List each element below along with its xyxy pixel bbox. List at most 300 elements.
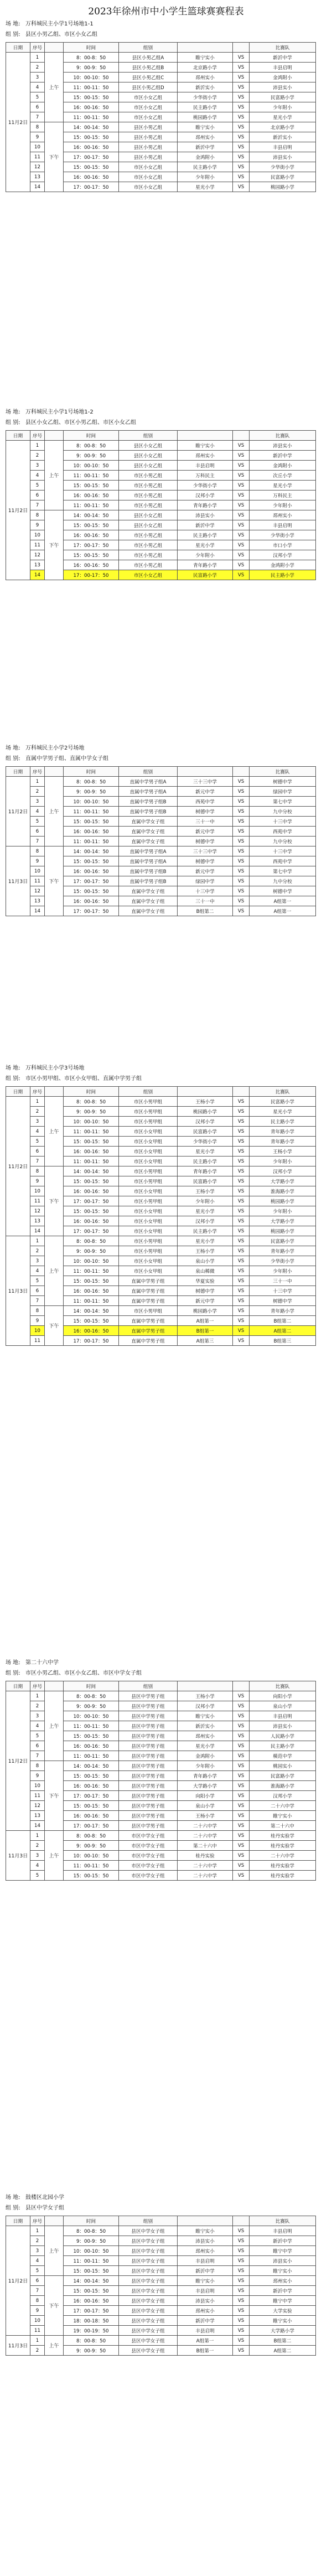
vs-cell: VS (233, 1127, 250, 1137)
match-group: 县区中学女子组 (119, 2266, 178, 2276)
vs-cell: VS (233, 182, 250, 192)
team-a: 新元中学 (178, 787, 233, 797)
team-a: 桃园路小学 (178, 1306, 233, 1316)
match-time: 14：00-14：50 (64, 1166, 119, 1176)
team-a: B组第一 (178, 2346, 233, 2356)
match-number: 2 (30, 2346, 45, 2356)
vs-cell: VS (233, 550, 250, 560)
vs-cell: VS (233, 1771, 250, 1781)
match-time: 17：00-17：50 (64, 1226, 119, 1236)
vs-cell: VS (233, 451, 250, 461)
team-a: 二十六中学 (178, 1831, 233, 1841)
team-a: 汉邦小学 (178, 491, 233, 500)
vs-cell: VS (233, 461, 250, 471)
team-b: 新沂中学 (250, 53, 316, 63)
match-time: 14：00-14：50 (64, 1306, 119, 1316)
match-number: 2 (30, 1841, 45, 1851)
match-number: 11 (30, 876, 45, 886)
match-group: 市区小男甲组 (119, 1176, 178, 1186)
team-b: 桃园实小 (250, 1761, 316, 1771)
vs-cell: VS (233, 112, 250, 122)
match-number: 8 (30, 2296, 45, 2306)
match-number: 11 (30, 1791, 45, 1801)
vs-cell: VS (233, 2226, 250, 2236)
match-group: 市区中学女子组 (119, 1841, 178, 1851)
header-team-b: 比赛队 (250, 431, 316, 441)
match-number: 5 (30, 1276, 45, 1286)
vs-cell: VS (233, 1821, 250, 1831)
vs-cell: VS (233, 132, 250, 142)
match-time: 15：00-15：50 (64, 550, 119, 560)
match-time: 15：00-15：50 (64, 1801, 119, 1811)
match-number: 7 (30, 2286, 45, 2296)
match-group: 县区中学男子组 (119, 1811, 178, 1821)
vs-cell: VS (233, 1107, 250, 1117)
match-number: 4 (30, 2256, 45, 2266)
match-number: 2 (30, 787, 45, 797)
date-cell: 11月2日 (6, 441, 30, 580)
team-b: A组第二 (250, 1326, 316, 1336)
schedule-table (6, 1681, 316, 1881)
vs-cell: VS (233, 1117, 250, 1127)
table-row (6, 846, 316, 856)
team-b: 金鸿附小学 (250, 560, 316, 570)
team-b: 睢宁实小 (250, 2266, 316, 2276)
vs-cell: VS (233, 1701, 250, 1711)
date-cell: 11月2日 (6, 1691, 30, 1831)
team-b: 大学路小学 (250, 2326, 316, 2336)
team-a: 沛县实小 (178, 510, 233, 520)
date-cell: 11月3日 (6, 1831, 30, 1881)
match-number: 3 (30, 2246, 45, 2256)
match-group: 县区小男乙组 (119, 152, 178, 162)
team-b: 少年附小 (250, 1266, 316, 1276)
match-group: 县区小男乙组 (119, 142, 178, 152)
match-number: 8 (30, 122, 45, 132)
match-time: 10：00-10：50 (64, 461, 119, 471)
match-time: 15：00-15：50 (64, 132, 119, 142)
match-time: 17：00-17：50 (64, 876, 119, 886)
match-group: 县区中学女子组 (119, 2336, 178, 2346)
vs-cell: VS (233, 2286, 250, 2296)
team-a: 民主路小学 (178, 530, 233, 540)
vs-cell: VS (233, 1097, 250, 1107)
venue-name: 万科城民主小学1号场地1-1 (25, 21, 94, 27)
match-number: 10 (30, 530, 45, 540)
match-group: 直属中学男子组 (119, 1286, 178, 1296)
vs-cell: VS (233, 1781, 250, 1791)
period-cell: 下午 (45, 122, 64, 192)
date-cell: 11月2日 (6, 777, 30, 846)
match-number: 6 (30, 1147, 45, 1157)
vs-cell: VS (233, 560, 250, 570)
match-time: 11：00-11：50 (64, 500, 119, 510)
team-b: 民主路小学 (250, 1741, 316, 1751)
header-date: 日期 (6, 767, 30, 777)
group-label: 组 别: (6, 32, 20, 38)
match-number: 1 (30, 777, 45, 787)
match-group: 市区小女甲组 (119, 1206, 178, 1216)
match-time: 16：00-16：50 (64, 1286, 119, 1296)
team-b: 大学路小学 (250, 1176, 316, 1186)
match-group: 市区小女乙组 (119, 172, 178, 182)
match-group: 市区小男乙组 (119, 500, 178, 510)
team-b: 少华街小学 (250, 1256, 316, 1266)
team-a: 万科民主 (178, 471, 233, 481)
match-group: 市区小男甲组 (119, 1236, 178, 1246)
team-a: 民主路小学 (178, 162, 233, 172)
group-names: 县区小男乙组、市区小女乙组 (25, 32, 97, 38)
table-row (6, 1761, 316, 1771)
header-group: 组别 (119, 43, 178, 53)
match-time: 10：00-10：50 (64, 1256, 119, 1266)
header-vs (233, 431, 250, 441)
date-cell: 11月2日 (6, 2226, 30, 2336)
date-cell: 11月3日 (6, 2336, 30, 2356)
team-b: 三十一中 (250, 1276, 316, 1286)
match-group: 市区中学女子组 (119, 1831, 178, 1841)
match-group: 市区小女乙组 (119, 102, 178, 112)
match-group: 县区中学男子组 (119, 1821, 178, 1831)
match-time: 15：00-15：50 (64, 1176, 119, 1186)
match-number: 9 (30, 856, 45, 866)
team-b: 二十六中学 (250, 1851, 316, 1861)
match-time: 15：00-15：50 (64, 1771, 119, 1781)
header-number: 序号 (30, 431, 45, 441)
team-b: 桂丹实验学 (250, 1861, 316, 1871)
vs-cell: VS (233, 2246, 250, 2256)
match-group: 县区中学女子组 (119, 2316, 178, 2326)
header-period (45, 431, 64, 441)
team-b: 西苑中学 (250, 856, 316, 866)
match-group: 市区小男甲组 (119, 1107, 178, 1117)
match-group: 市区中学女子组 (119, 1871, 178, 1881)
team-a: 向阳小学 (178, 1791, 233, 1801)
vs-cell: VS (233, 2326, 250, 2336)
match-number: 5 (30, 817, 45, 827)
team-a: 少华街小学 (178, 481, 233, 491)
team-b: 二十六中学 (250, 1801, 316, 1811)
match-group: 县区小男乙组D (119, 82, 178, 92)
header-team-a (178, 1681, 233, 1691)
group-line (6, 753, 326, 764)
match-group: 市区中学女子组 (119, 1861, 178, 1871)
header-team-a (178, 767, 233, 777)
period-cell: 下午 (45, 846, 64, 916)
table-header-row (6, 1087, 316, 1097)
team-b: 桃园路小学 (250, 1226, 316, 1236)
group-line (6, 1668, 326, 1679)
match-number: 7 (30, 837, 45, 846)
vs-cell: VS (233, 1206, 250, 1216)
match-group: 市区小女甲组 (119, 1157, 178, 1166)
vs-cell: VS (233, 1801, 250, 1811)
team-a: 邳州实小 (178, 2246, 233, 2256)
period-cell: 上午 (45, 441, 64, 510)
header-vs (233, 1087, 250, 1097)
match-time: 17：00-17：50 (64, 1336, 119, 1346)
vs-cell: VS (233, 1256, 250, 1266)
team-b: 睢宁实小 (250, 1811, 316, 1821)
team-a: 星光小学 (178, 1206, 233, 1216)
match-number: 7 (30, 500, 45, 510)
match-group: 县区小女乙组 (119, 461, 178, 471)
match-group: 县区小男乙组B (119, 63, 178, 73)
team-a: 少年附小 (178, 550, 233, 560)
header-date: 日期 (6, 1087, 30, 1097)
match-time: 11：00-11：50 (64, 1266, 119, 1276)
team-a: 二十六中学 (178, 1861, 233, 1871)
match-group: 直属中学男子组A (119, 787, 178, 797)
team-a: 邳州实小 (178, 132, 233, 142)
team-b: 第七中学 (250, 797, 316, 807)
venue-label: 场 地: (6, 409, 20, 415)
venue-section (6, 407, 326, 580)
header-time: 时间 (64, 43, 119, 53)
header-team-a (178, 1087, 233, 1097)
vs-cell: VS (233, 1841, 250, 1851)
match-group: 直属中学男子组B (119, 807, 178, 817)
vs-cell: VS (233, 817, 250, 827)
team-a: B组第一 (178, 1326, 233, 1336)
team-b: 桃园路小学 (250, 1196, 316, 1206)
team-b: 新沂实小 (250, 132, 316, 142)
match-group: 直属中学男子组 (119, 1316, 178, 1326)
match-group: 县区中学男子组 (119, 1731, 178, 1741)
match-number: 5 (30, 1871, 45, 1881)
match-number: 12 (30, 886, 45, 896)
match-group: 县区中学男子组 (119, 1791, 178, 1801)
match-group: 直属中学男子组 (119, 1276, 178, 1286)
match-time: 15：00-15：50 (64, 2266, 119, 2276)
team-b: A组第二 (250, 2346, 316, 2356)
match-number: 10 (30, 1781, 45, 1791)
match-time: 16：00-16：50 (64, 896, 119, 906)
period-cell: 下午 (45, 1306, 64, 1346)
match-number: 5 (30, 1137, 45, 1147)
vs-cell: VS (233, 73, 250, 82)
match-group: 直属中学男子组A (119, 846, 178, 856)
vs-cell: VS (233, 787, 250, 797)
team-b: 沛县实小 (250, 2256, 316, 2266)
vs-cell: VS (233, 1811, 250, 1821)
match-group: 市区小女甲组 (119, 1216, 178, 1226)
match-time: 16：00-16：50 (64, 102, 119, 112)
team-a: 华夏实验 (178, 1276, 233, 1286)
match-number: 10 (30, 866, 45, 876)
team-b: 民富路小学 (250, 172, 316, 182)
vs-cell: VS (233, 471, 250, 481)
match-group: 市区小女甲组 (119, 1127, 178, 1137)
header-vs (233, 1681, 250, 1691)
venue-line (6, 743, 326, 753)
team-a: 星光小学 (178, 1741, 233, 1751)
match-time: 11：00-11：50 (64, 1157, 119, 1166)
team-a: 丰县启明 (178, 2256, 233, 2266)
venue-section (6, 2192, 326, 2356)
vs-cell: VS (233, 491, 250, 500)
page-title: 2023年徐州市中小学生篮球赛赛程表 (88, 6, 244, 17)
venue-line (6, 19, 326, 29)
team-a: 王杨小学 (178, 1246, 233, 1256)
team-a: 桃园路小学 (178, 112, 233, 122)
team-a: 邳州实小 (178, 73, 233, 82)
team-b: 睢宁中学 (250, 2246, 316, 2256)
vs-cell: VS (233, 142, 250, 152)
team-a: 桂丹实验 (178, 1851, 233, 1861)
header-time: 时间 (64, 1087, 119, 1097)
match-group: 市区小男甲组 (119, 1097, 178, 1107)
team-b: 青年路小学 (250, 1137, 316, 1147)
match-number: 5 (30, 1731, 45, 1741)
match-number: 9 (30, 2306, 45, 2316)
group-names: 县区小女乙组、市区小男乙组、市区小女乙组 (25, 420, 136, 426)
team-b: 睢宁实小 (250, 2316, 316, 2326)
vs-cell: VS (233, 1137, 250, 1147)
match-time: 17：00-17：50 (64, 2306, 119, 2316)
vs-cell: VS (233, 837, 250, 846)
match-group: 县区中学女子组 (119, 2246, 178, 2256)
team-b: 汉邦小学 (250, 1166, 316, 1176)
match-time: 16：00-16：50 (64, 530, 119, 540)
team-b: 大学实验 (250, 2306, 316, 2316)
table-row (6, 1691, 316, 1701)
match-group: 直属中学女子组 (119, 827, 178, 837)
match-time: 16：00-16：50 (64, 1216, 119, 1226)
header-time: 时间 (64, 2216, 119, 2226)
team-b: 第二十六中 (250, 1821, 316, 1831)
header-team-b: 比赛队 (250, 767, 316, 777)
header-period (45, 767, 64, 777)
team-b: 丰县启明 (250, 1711, 316, 1721)
match-number: 7 (30, 112, 45, 122)
team-a: 王杨小学 (178, 1691, 233, 1701)
header-team-a (178, 2216, 233, 2226)
team-b: 绿园中学 (250, 787, 316, 797)
match-number: 2 (30, 63, 45, 73)
table-row (6, 1097, 316, 1107)
group-names: 市区小男乙组、市区小女乙组、市区中学女子组 (25, 1670, 142, 1676)
team-a: 丰县启明 (178, 2326, 233, 2336)
match-group: 县区中学女子组 (119, 2346, 178, 2356)
venue-label: 场 地: (6, 21, 20, 27)
match-group: 县区中学女子组 (119, 2326, 178, 2336)
vs-cell: VS (233, 2266, 250, 2276)
team-a: 丰县启明 (178, 2286, 233, 2296)
match-number: 4 (30, 82, 45, 92)
period-cell: 下午 (45, 2276, 64, 2336)
group-label: 组 别: (6, 756, 20, 762)
group-names: 县区中学女子组 (25, 2205, 64, 2211)
match-number: 13 (30, 1216, 45, 1226)
match-number: 4 (30, 807, 45, 817)
team-a: 少华街小学 (178, 92, 233, 102)
match-time: 8：00-8：50 (64, 2226, 119, 2236)
period-cell: 上午 (45, 53, 64, 122)
match-number: 1 (30, 2226, 45, 2236)
team-b: 丰县启明 (250, 520, 316, 530)
team-a: 树德中学 (178, 856, 233, 866)
match-group: 县区中学男子组 (119, 1711, 178, 1721)
match-group: 直属中学男子组B (119, 866, 178, 876)
team-b: 次丘小学 (250, 471, 316, 481)
header-team-b: 比赛队 (250, 1087, 316, 1097)
match-number: 14 (30, 906, 45, 916)
match-group: 县区小男乙组 (119, 122, 178, 132)
table-row (6, 2226, 316, 2236)
period-cell: 上午 (45, 2336, 64, 2356)
group-label: 组 别: (6, 1076, 20, 1082)
team-b: 树德中学 (250, 777, 316, 787)
team-a: 王杨小学 (178, 1097, 233, 1107)
vs-cell: VS (233, 1216, 250, 1226)
match-group: 市区小女甲组 (119, 1137, 178, 1147)
vs-cell: VS (233, 2316, 250, 2326)
match-group: 市区小女甲组 (119, 1226, 178, 1236)
team-a: B组第二 (178, 906, 233, 916)
match-time: 9：00-9：50 (64, 451, 119, 461)
team-a: 邳州实小 (178, 1731, 233, 1741)
match-number: 1 (30, 53, 45, 63)
match-group: 市区小女甲组 (119, 1147, 178, 1157)
team-a: 二十六中学 (178, 1821, 233, 1831)
match-time: 9：00-9：50 (64, 1701, 119, 1711)
match-time: 8：00-8：50 (64, 53, 119, 63)
vs-cell: VS (233, 1147, 250, 1157)
match-group: 市区小女乙组 (119, 182, 178, 192)
vs-cell: VS (233, 102, 250, 112)
team-b: 邳州实小 (250, 510, 316, 520)
match-group: 县区小男乙组A (119, 53, 178, 63)
match-number: 2 (30, 1246, 45, 1256)
match-group: 市区小男乙组 (119, 471, 178, 481)
venue-section (6, 743, 326, 916)
match-time: 15：00-15：50 (64, 1316, 119, 1326)
match-number: 8 (30, 1306, 45, 1316)
match-time: 16：00-16：50 (64, 1147, 119, 1157)
header-vs (233, 43, 250, 53)
match-time: 11：00-11：50 (64, 807, 119, 817)
match-group: 市区小女甲组 (119, 1256, 178, 1266)
table-row (6, 510, 316, 520)
team-a: 民富路小学 (178, 1127, 233, 1137)
match-group: 县区中学男子组 (119, 1751, 178, 1761)
venue-name: 鼓楼区北园小学 (25, 2195, 64, 2201)
match-time: 17：00-17：50 (64, 570, 119, 580)
group-label: 组 别: (6, 2205, 20, 2211)
match-time: 9：00-9：50 (64, 2236, 119, 2246)
vs-cell: VS (233, 896, 250, 906)
match-time: 11：00-11：50 (64, 1296, 119, 1306)
header-date: 日期 (6, 1681, 30, 1691)
vs-cell: VS (233, 1751, 250, 1761)
match-group: 市区小女甲组 (119, 1186, 178, 1196)
team-a: 邳州实小 (178, 2306, 233, 2316)
match-group: 直属中学男子组A (119, 777, 178, 787)
match-number: 2 (30, 451, 45, 461)
team-a: 新沂中学 (178, 520, 233, 530)
match-time: 8：00-8：50 (64, 1097, 119, 1107)
team-a: 少年附小 (178, 1761, 233, 1771)
match-number: 11 (30, 2326, 45, 2336)
match-time: 19：00-19：50 (64, 2326, 119, 2336)
period-cell: 上午 (45, 1831, 64, 1881)
team-a: 民富路小学 (178, 570, 233, 580)
vs-cell: VS (233, 530, 250, 540)
header-number: 序号 (30, 1087, 45, 1097)
vs-cell: VS (233, 92, 250, 102)
team-a: 王杨小学 (178, 1186, 233, 1196)
